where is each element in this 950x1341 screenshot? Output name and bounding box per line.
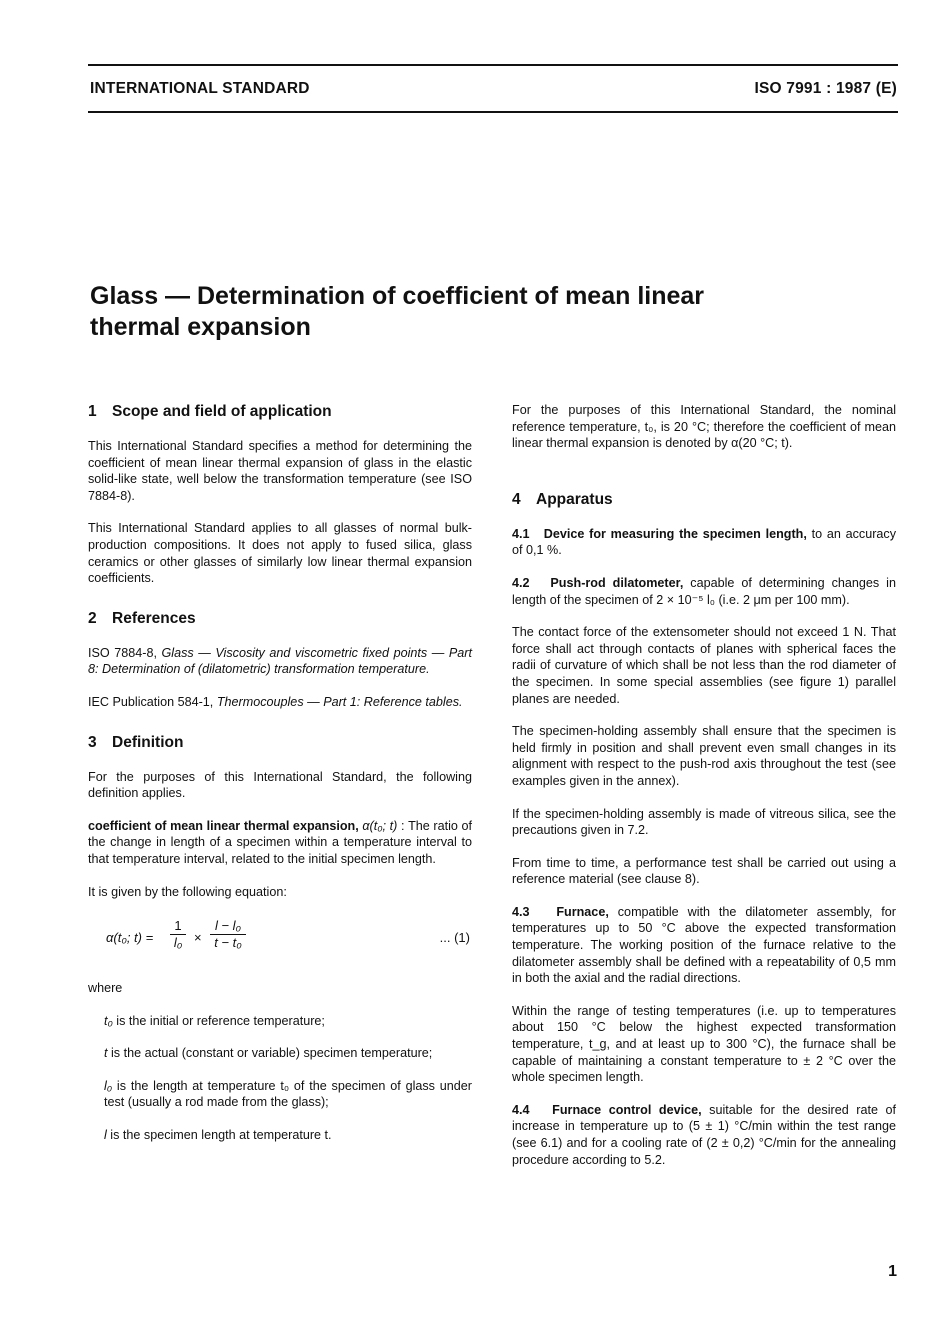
page-number: 1 bbox=[888, 1263, 897, 1280]
right-column bbox=[512, 402, 896, 1184]
times-sign: × bbox=[194, 930, 202, 946]
paragraph: It is given by the following equation: bbox=[88, 884, 287, 899]
paragraph: For the purposes of this International Standard, the nominal reference temperature, t₀, is 20 °C; therefore the coefficient of mean linear thermal expansion is denoted by α(20 °C; t). bbox=[512, 403, 896, 451]
section-heading: 1 Scope and field of application bbox=[88, 403, 332, 420]
section-references bbox=[88, 609, 472, 711]
definition-term: coefficient of mean linear thermal expansion, α(t₀; t) : The ratio of the change in length of a specimen within a temperature interval to that temperature interval, related to the initial specimen length. bbox=[88, 818, 473, 866]
equation-number: ... (1) bbox=[439, 930, 470, 946]
header-rule-top bbox=[88, 64, 898, 66]
section-heading: 3 Definition bbox=[88, 733, 184, 751]
subclause-4-1: 4.1 Device for measuring the specimen length, to an accuracy of 0,1 %. bbox=[512, 526, 897, 558]
paragraph: This International Standard applies to all glasses of normal bulk-production compositions. It does not apply to fused silica, glass ceramics or other glasses of similarly low linear thermal expansion coefficients. bbox=[88, 521, 472, 586]
equation-1 bbox=[88, 916, 472, 964]
where-item: l₀ is the length at temperature t₀ of the specimen of glass under test (usually a rod made from the glass); bbox=[104, 1078, 472, 1110]
reference-iso-7884-8: ISO 7884-8, Glass — Viscosity and viscometric fixed points — Part 8: Determination of (dilatometric) transformation temperature. bbox=[88, 645, 472, 677]
where-item: l is the specimen length at temperature t. bbox=[104, 1128, 332, 1143]
paragraph: Within the range of testing temperatures (i.e. up to temperatures about 150 °C below the highest expected transformation temperature, t_g, and at least up to 300 °C), the furnace shall be capable of maintaining a constant temperature to ± 2 °C over the whole specimen length. bbox=[512, 1003, 896, 1085]
paragraph: From time to time, a performance test shall be carried out using a reference material (see clause 8). bbox=[512, 855, 896, 887]
reference-iec-584-1: IEC Publication 584-1, Thermocouples — Part 1: Reference tables. bbox=[88, 694, 463, 709]
subclause-4-4: 4.4 Furnace control device, suitable for the desired rate of increase in temperature up to (5 ± 1) °C/min within the test range (see 6.1) and for a cooling rate of (2 ± 0,2) °C/min for the annealing procedure according to 5.2. bbox=[512, 1102, 897, 1167]
fraction-2: $\frac{\text{l − l₀}}{\text{t − t₀}}$ bbox=[210, 918, 246, 951]
paragraph: For the purposes of this International Standard, the following definition applies. bbox=[88, 769, 472, 801]
where-item: t is the actual (constant or variable) specimen temperature; bbox=[104, 1046, 433, 1061]
section-apparatus bbox=[512, 490, 896, 1168]
section-heading: 2 References bbox=[88, 609, 196, 627]
section-heading: 4 Apparatus bbox=[512, 490, 613, 508]
title-line-1: Glass — Determination of coefficient of mean linear bbox=[90, 282, 705, 310]
left-column bbox=[88, 402, 472, 1160]
equation-lhs: α(t₀; t) = bbox=[106, 930, 154, 946]
section-scope bbox=[88, 402, 472, 587]
paragraph: If the specimen-holding assembly is made of vitreous silica, see the precautions given in 7.2. bbox=[512, 806, 896, 838]
fraction-1: $\frac{1}{\text{l₀}}$ bbox=[170, 918, 186, 951]
document-title bbox=[90, 281, 870, 343]
paragraph: The specimen-holding assembly shall ensure that the specimen is held firmly in position and shall prevent even small changes in its alignment with respect to the push-rod axis throughout the test (see examples given in the annex). bbox=[512, 724, 896, 788]
subclause-4-3: 4.3 Furnace, compatible with the dilatometer assembly, for temperatures up to 50 °C above the expected transformation temperature. The working position of the furnace relative to the dilatometer assembly shall be defined with a repeatability of 0,5 mm in both the axial and the radial directions. bbox=[512, 904, 896, 986]
subclause-4-2: 4.2 Push-rod dilatometer, capable of determining changes in length of the specimen of 2 × 10⁻⁵ l₀ (i.e. 2 μm per 100 mm). bbox=[512, 575, 896, 607]
header-standard-number: ISO 7991 : 1987 (E) bbox=[754, 80, 897, 97]
paragraph: The contact force of the extensometer should not exceed 1 N. That force shall act through contacts of planes with spherical faces the radii of curvature of which shall be not less than the rod diameter of the specimen. In some special assemblies (see figure 1) parallel planes are needed. bbox=[512, 625, 896, 706]
paragraph: This International Standard specifies a method for determining the coefficient of mean linear thermal expansion of glass in the elastic solid-like state, well below the transformation temperature (see ISO 7884-8). bbox=[88, 439, 472, 503]
title-line-2: thermal expansion bbox=[90, 313, 311, 341]
where-item: t₀ is the initial or reference temperature; bbox=[104, 1013, 325, 1028]
header-rule-bottom bbox=[88, 111, 898, 113]
header-standard-type: INTERNATIONAL STANDARD bbox=[90, 80, 310, 97]
where-label: where bbox=[88, 981, 123, 996]
section-definition bbox=[88, 733, 472, 1144]
